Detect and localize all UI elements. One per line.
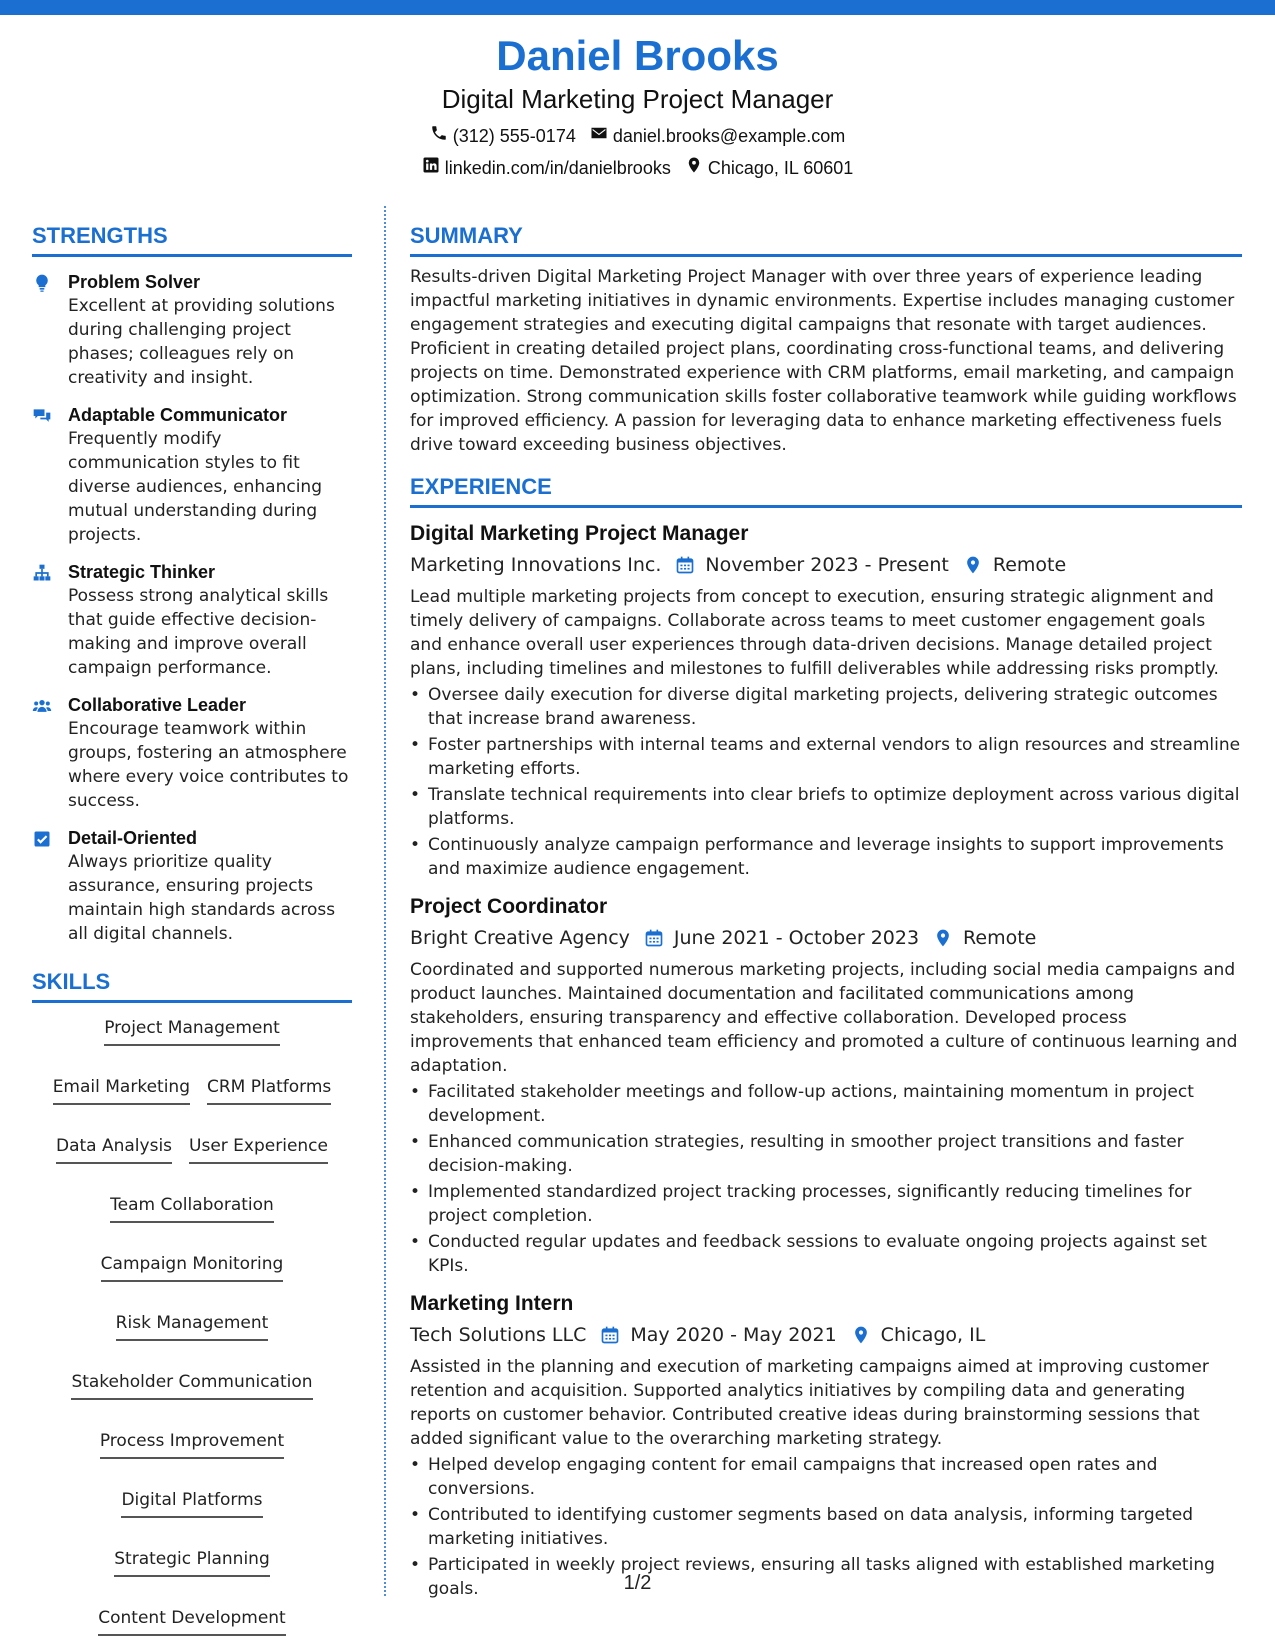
job-description: Lead multiple marketing projects from concept to execution, ensuring strategic alignment and timely delivery of campaigns. Collaborate across teams to meet customer engagement goals and enhance overall user experiences through data-driven decisions. Manage detailed project plans, including timelines and milestones to fulfill deliverables while addressing risks promptly. [410,587,1219,679]
candidate-name: Daniel Brooks [496,32,779,79]
skill-tag: CRM Platforms [207,1076,331,1105]
phone-contact [430,124,576,148]
job-title: Marketing Intern [410,1292,574,1315]
strength-item [32,270,352,390]
users-icon [32,693,68,813]
experience-heading: EXPERIENCE [410,473,1242,508]
map-pin-icon [933,928,953,948]
job-entry [410,520,1242,881]
map-pin-icon [963,555,983,575]
calendar-icon [644,928,664,948]
left-column [32,222,352,1636]
job-bullet: • Conducted regular updates and feedback sessions to evaluate ongoing projects against set KPIs. [410,1230,1242,1278]
strength-title: Collaborative Leader [68,695,247,715]
strength-desc: Excellent at providing solutions during challenging project phases; colleagues rely on creativity and insight. [68,296,335,388]
skill-tag: Process Improvement [100,1430,284,1459]
job-company: Bright Creative Agency [410,927,630,949]
skill-tag: Data Analysis [56,1135,172,1164]
strength-item [32,560,352,680]
candidate-title: Digital Marketing Project Manager [441,84,834,114]
job-dates: June 2021 - October 2023 [673,927,920,949]
envelope-icon [590,124,608,148]
checkbox-icon [32,826,68,946]
job-description: Assisted in the planning and execution of marketing campaigns aimed at improving customer retention and acquisition. Supported analytics initiatives by compiling data and generating reports on customer behavior. Contributed creative ideas during brainstorming sessions that added significant value to the overarching marketing strategy. [410,1357,1209,1449]
linkedin-contact[interactable] [422,156,671,180]
job-dates: November 2023 - Present [705,554,949,576]
job-bullet: • Foster partnerships with internal teams and external vendors to align resources and streamline marketing efforts. [410,733,1242,781]
job-location: Remote [963,927,1037,949]
map-pin-icon [685,156,703,180]
phone-text: (312) 555-0174 [452,126,576,146]
skill-tag: User Experience [189,1135,328,1164]
skill-tag: Project Management [104,1017,280,1046]
strength-desc: Always prioritize quality assurance, ensuring projects maintain high standards across all digital channels. [68,852,336,944]
linkedin-icon [422,156,440,180]
strength-item [32,403,352,547]
job-location: Remote [992,554,1067,576]
strength-desc: Encourage teamwork within groups, fostering an atmosphere where every voice contributes to success. [68,719,349,811]
resume-header [0,30,1275,180]
job-bullet: • Facilitated stakeholder meetings and follow-up actions, maintaining momentum in project development. [410,1080,1242,1128]
strength-desc: Possess strong analytical skills that guide effective decision-making and improve overall campaign performance. [68,586,329,678]
strength-item [32,693,352,813]
skill-tag: Email Marketing [53,1076,190,1105]
top-accent-bar [0,0,1275,15]
skill-tag: Team Collaboration [110,1194,274,1223]
job-bullet: • Contributed to identifying customer segments based on data analysis, informing targeted marketing initiatives. [410,1503,1242,1551]
job-bullet: • Translate technical requirements into clear briefs to optimize deployment across various digital platforms. [410,783,1242,831]
linkedin-text[interactable]: linkedin.com/in/danielbrooks [444,158,671,178]
map-pin-icon [851,1325,871,1345]
strength-title: Strategic Thinker [68,562,216,582]
job-bullet: • Oversee daily execution for diverse digital marketing projects, delivering strategic outcomes that increase brand awareness. [410,683,1242,731]
summary-text: Results-driven Digital Marketing Project Manager with over three years of experience leading impactful marketing initiatives in dynamic environments. Expertise includes managing customer engagement strategies and executing digital campaigns that resonate with target audiences. Proficient in creating detailed project plans, coordinating cross-functional teams, and delivering projects on time. Demonstrated experience with CRM platforms, email marketing, and campaign optimization. Strong communication skills foster collaborative teamwork while guiding workflows for improved efficiency. A passion for leveraging data to enhance marketing effectiveness fuels drive toward exceeding business objectives. [410,267,1237,455]
strengths-heading: STRENGTHS [32,222,352,257]
strength-title: Adaptable Communicator [68,405,288,425]
skill-tag: Content Development [98,1607,285,1636]
page-number: 1/2 [623,1572,652,1594]
job-bullets [410,1080,1242,1278]
job-description: Coordinated and supported numerous marketing projects, including social media campaigns and product launches. Maintained documentation and facilitated communications among stakeholders, ensuring transparency and effective collaboration. Developed process improvements that enhanced team efficiency and promoted a culture of continuous learning and adaptation. [410,960,1238,1076]
contact-row-1 [0,124,1275,148]
job-entry [410,893,1242,1278]
job-meta [410,924,1242,952]
job-dates: May 2020 - May 2021 [630,1324,837,1346]
calendar-icon [600,1325,620,1345]
skill-tag: Digital Platforms [121,1489,262,1518]
right-column [410,222,1242,1601]
skills-heading: SKILLS [32,968,352,1003]
strength-item [32,826,352,946]
phone-icon [430,124,448,148]
job-entry [410,1290,1242,1601]
location-contact [685,156,853,180]
lightbulb-icon [32,270,68,390]
skill-tag: Campaign Monitoring [101,1253,284,1282]
skill-tag: Stakeholder Communication [71,1371,312,1400]
sitemap-icon [32,560,68,680]
skills-list [32,1017,352,1636]
job-title: Project Coordinator [410,895,608,918]
job-company: Marketing Innovations Inc. [410,554,662,576]
job-bullet: • Continuously analyze campaign performance and leverage insights to support improvements and maximize audience engagement. [410,833,1242,881]
skill-tag: Strategic Planning [114,1548,269,1577]
strength-title: Detail-Oriented [68,828,198,848]
column-divider [384,206,386,1596]
location-text: Chicago, IL 60601 [707,158,854,178]
job-bullet: • Implemented standardized project tracking processes, significantly reducing timelines for project completion. [410,1180,1242,1228]
email-text[interactable]: daniel.brooks@example.com [612,126,846,146]
strength-title: Problem Solver [68,272,201,292]
job-company: Tech Solutions LLC [410,1324,587,1346]
summary-heading: SUMMARY [410,222,1242,257]
job-bullets [410,683,1242,881]
contact-row-2 [0,156,1275,180]
job-meta [410,551,1242,579]
comments-icon [32,403,68,547]
calendar-icon [675,555,695,575]
job-bullet: • Enhanced communication strategies, resulting in smoother project transitions and faster decision-making. [410,1130,1242,1178]
job-bullet: • Helped develop engaging content for email campaigns that increased open rates and conversions. [410,1453,1242,1501]
job-bullet: • Participated in weekly project reviews, ensuring all tasks aligned with established marketing goals. [410,1553,1242,1601]
strength-desc: Frequently modify communication styles to fit diverse audiences, enhancing mutual understanding during projects. [68,429,322,545]
job-location: Chicago, IL [880,1324,986,1346]
email-contact[interactable] [590,124,845,148]
skill-tag: Risk Management [116,1312,269,1341]
job-title: Digital Marketing Project Manager [410,522,749,545]
job-meta [410,1321,1242,1349]
